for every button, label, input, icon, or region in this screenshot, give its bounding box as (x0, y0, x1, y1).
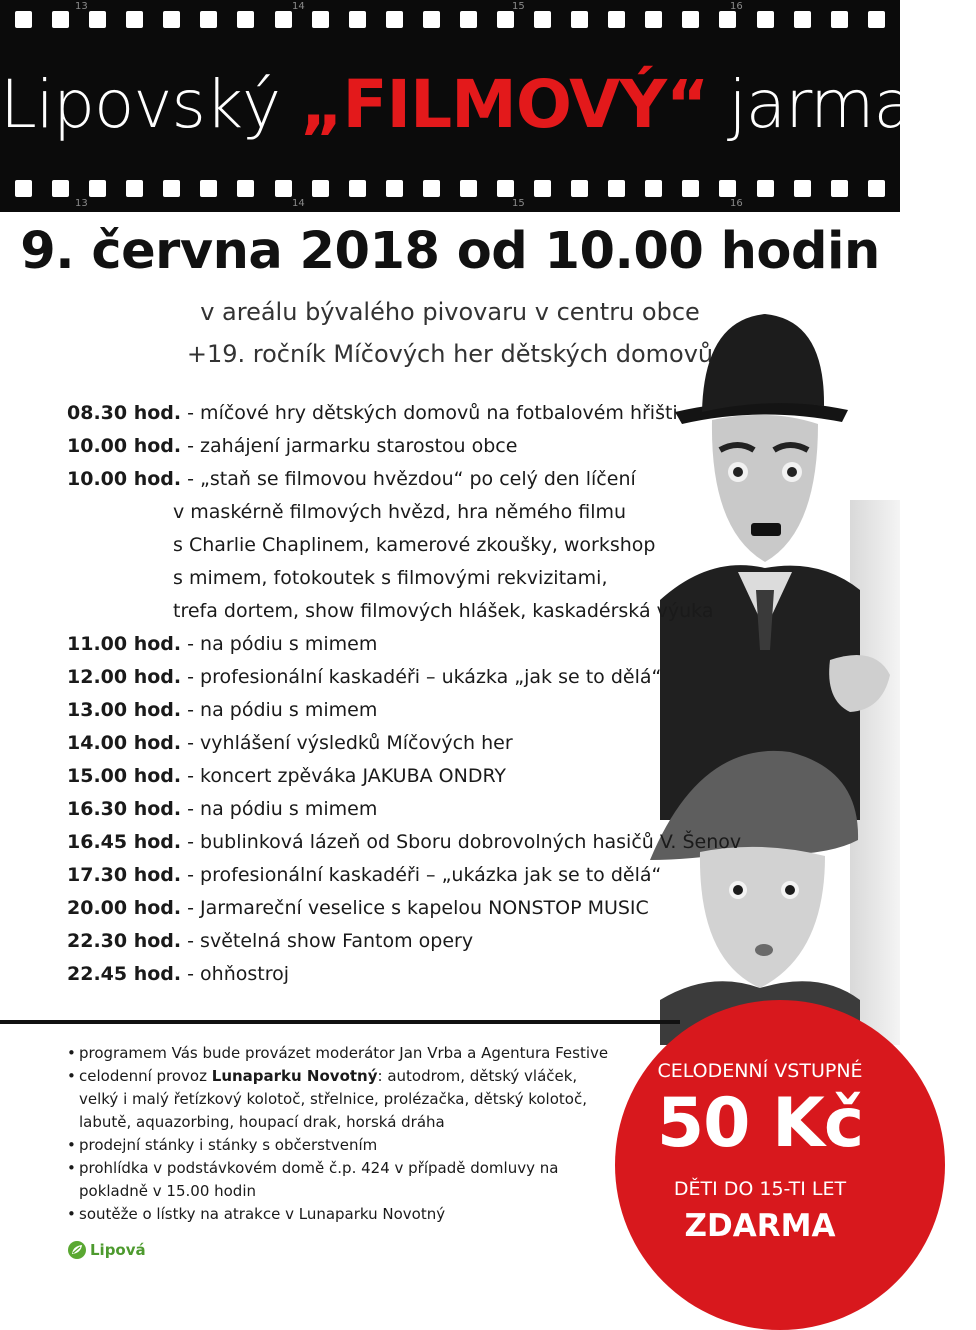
film-hole (312, 11, 329, 28)
film-hole (645, 180, 662, 197)
film-hole (15, 11, 32, 28)
film-hole (460, 180, 477, 197)
schedule-text: - zahájení jarmarku starostou obce (181, 435, 518, 457)
film-hole (719, 11, 736, 28)
schedule-continuation: trefa dortem, show filmových hlášek, kaskadérská výuka (173, 600, 714, 622)
schedule-time: 10.00 hod. (67, 435, 182, 457)
film-perforations-top (0, 11, 900, 29)
note-item (67, 1065, 627, 1134)
film-hole (126, 180, 143, 197)
note-text: prodejní stánky i stánky s občerstvením (79, 1136, 378, 1154)
schedule-time: 15.00 hod. (67, 765, 182, 787)
film-strip-header (0, 0, 976, 212)
note-text: : autodrom, dětský vláček, (377, 1067, 578, 1085)
film-hole (719, 180, 736, 197)
schedule-text: - na pódiu s mimem (181, 633, 378, 655)
event-venue: v areálu bývalého pivovaru v centru obce (200, 298, 700, 326)
frame-number: 14 (292, 1, 305, 12)
film-hole (497, 11, 514, 28)
leaf-icon (67, 1240, 87, 1260)
frame-number: 15 (512, 1, 525, 12)
frame-number: 14 (292, 198, 305, 209)
schedule-text: - na pódiu s mimem (181, 699, 378, 721)
film-hole (200, 11, 217, 28)
schedule-time: 16.45 hod. (67, 831, 182, 853)
film-hole (497, 180, 514, 197)
film-hole (682, 180, 699, 197)
schedule-item (67, 628, 707, 661)
schedule-text: - na pódiu s mimem (181, 798, 378, 820)
note-item (67, 1042, 627, 1065)
schedule-item (67, 694, 707, 727)
event-date: 9. června 2018 od 10.00 hodin (20, 222, 880, 281)
lipova-logo (67, 1240, 146, 1260)
schedule-text: - míčové hry dětských domovů na fotbalovém hřišti (181, 402, 678, 424)
schedule-time: 20.00 hod. (67, 897, 182, 919)
note-text: velký i malý řetízkový kolotoč, střelnice, prolézačka, dětský kolotoč, (79, 1090, 587, 1108)
schedule-item (67, 826, 742, 859)
film-hole (275, 180, 292, 197)
film-hole (831, 180, 848, 197)
film-hole (868, 180, 885, 197)
film-hole (89, 180, 106, 197)
film-hole (15, 180, 32, 197)
schedule-item (67, 397, 707, 430)
frame-number: 15 (512, 198, 525, 209)
frame-number: 16 (730, 1, 743, 12)
schedule-time: 08.30 hod. (67, 402, 182, 424)
schedule-item (67, 859, 707, 892)
schedule-item (67, 727, 707, 760)
film-hole (423, 11, 440, 28)
note-item (67, 1134, 627, 1157)
title-after: jarmark (708, 66, 976, 143)
film-hole (312, 180, 329, 197)
schedule-item (67, 430, 707, 463)
note-text: programem Vás bude provázet moderátor Jan Vrba a Agentura Festive (79, 1044, 609, 1062)
page-title (0, 66, 976, 143)
badge-children: DĚTI DO 15-TI LET (673, 1178, 847, 1200)
schedule-item (67, 661, 707, 694)
schedule-time: 22.45 hod. (67, 963, 182, 985)
film-hole (608, 11, 625, 28)
logo-text: Lipová (90, 1241, 146, 1259)
film-hole (757, 180, 774, 197)
note-text: labutě, aquazorbing, houpací drak, horská dráha (79, 1113, 445, 1131)
frame-number: 13 (75, 1, 88, 12)
film-hole (868, 11, 885, 28)
schedule-item (67, 925, 707, 958)
lunapark-name: Lunaparku Novotný (211, 1067, 378, 1085)
film-hole (682, 11, 699, 28)
film-hole (534, 11, 551, 28)
film-hole (237, 180, 254, 197)
film-hole (645, 11, 662, 28)
film-hole (349, 180, 366, 197)
schedule-text: - koncert zpěváka JAKUBA ONDRY (181, 765, 507, 787)
price-badge (615, 1000, 945, 1330)
schedule-item (67, 793, 707, 826)
schedule-item (67, 892, 707, 925)
film-hole (571, 11, 588, 28)
event-extra: +19. ročník Míčových her dětských domovů (186, 340, 714, 368)
schedule-text: - světelná show Fantom opery (181, 930, 474, 952)
schedule-item (67, 463, 714, 628)
film-hole (794, 11, 811, 28)
note-text: celodenní provoz (79, 1067, 212, 1085)
schedule-text: - Jarmareční veselice s kapelou NONSTOP MUSIC (181, 897, 649, 919)
schedule-continuation: v maskérně filmových hvězd, hra němého filmu (173, 501, 627, 523)
film-hole (89, 11, 106, 28)
film-hole (571, 180, 588, 197)
film-hole (52, 180, 69, 197)
film-hole (275, 11, 292, 28)
schedule-time: 12.00 hod. (67, 666, 182, 688)
film-hole (831, 11, 848, 28)
note-item (67, 1157, 627, 1203)
schedule-text: - ohňostroj (181, 963, 290, 985)
schedule-continuation: s mimem, fotokoutek s filmovými rekvizitami, (173, 567, 608, 589)
badge-free: ZDARMA (684, 1208, 836, 1244)
film-hole (237, 11, 254, 28)
film-hole (126, 11, 143, 28)
film-hole (349, 11, 366, 28)
schedule-continuation: s Charlie Chaplinem, kamerové zkoušky, workshop (173, 534, 656, 556)
film-hole (386, 180, 403, 197)
schedule-item (67, 958, 707, 991)
section-divider (0, 1020, 680, 1024)
film-hole (460, 11, 477, 28)
schedule-time: 16.30 hod. (67, 798, 182, 820)
schedule-time: 17.30 hod. (67, 864, 182, 886)
note-item (67, 1203, 627, 1226)
frame-number: 16 (730, 198, 743, 209)
schedule-time: 14.00 hod. (67, 732, 182, 754)
film-hole (757, 11, 774, 28)
film-hole (52, 11, 69, 28)
schedule-text: - profesionální kaskadéři – „ukázka jak se to dělá“ (181, 864, 662, 886)
frame-number: 13 (75, 198, 88, 209)
film-hole (200, 180, 217, 197)
info-notes (67, 1042, 627, 1226)
schedule-text: - vyhlášení výsledků Míčových her (181, 732, 513, 754)
film-hole (163, 180, 180, 197)
film-hole (386, 11, 403, 28)
schedule-time: 11.00 hod. (67, 633, 182, 655)
schedule-text: - „staň se filmovou hvězdou“ po celý den líčení (181, 468, 636, 490)
film-perforations-bottom (0, 180, 900, 198)
film-hole (163, 11, 180, 28)
program-schedule (67, 397, 742, 991)
schedule-time: 13.00 hod. (67, 699, 182, 721)
schedule-item (67, 760, 707, 793)
badge-label: CELODENNÍ VSTUPNÉ (657, 1060, 863, 1082)
film-hole (534, 180, 551, 197)
schedule-text: - bublinková lázeň od Sboru dobrovolných hasičů V. Šenov (181, 831, 742, 853)
title-highlight: „FILMOVÝ“ (300, 66, 709, 143)
schedule-text: - profesionální kaskadéři – ukázka „jak se to dělá“ (181, 666, 662, 688)
title-before: Lipovský (0, 66, 301, 143)
schedule-time: 22.30 hod. (67, 930, 182, 952)
schedule-time: 10.00 hod. (67, 468, 182, 490)
note-text: pokladně v 15.00 hodin (79, 1182, 257, 1200)
note-text: soutěže o lístky na atrakce v Lunaparku Novotný (79, 1205, 446, 1223)
badge-price: 50 Kč (656, 1084, 864, 1163)
film-hole (423, 180, 440, 197)
film-hole (794, 180, 811, 197)
note-text: prohlídka v podstávkovém domě č.p. 424 v případě domluvy na (79, 1159, 559, 1177)
film-hole (608, 180, 625, 197)
